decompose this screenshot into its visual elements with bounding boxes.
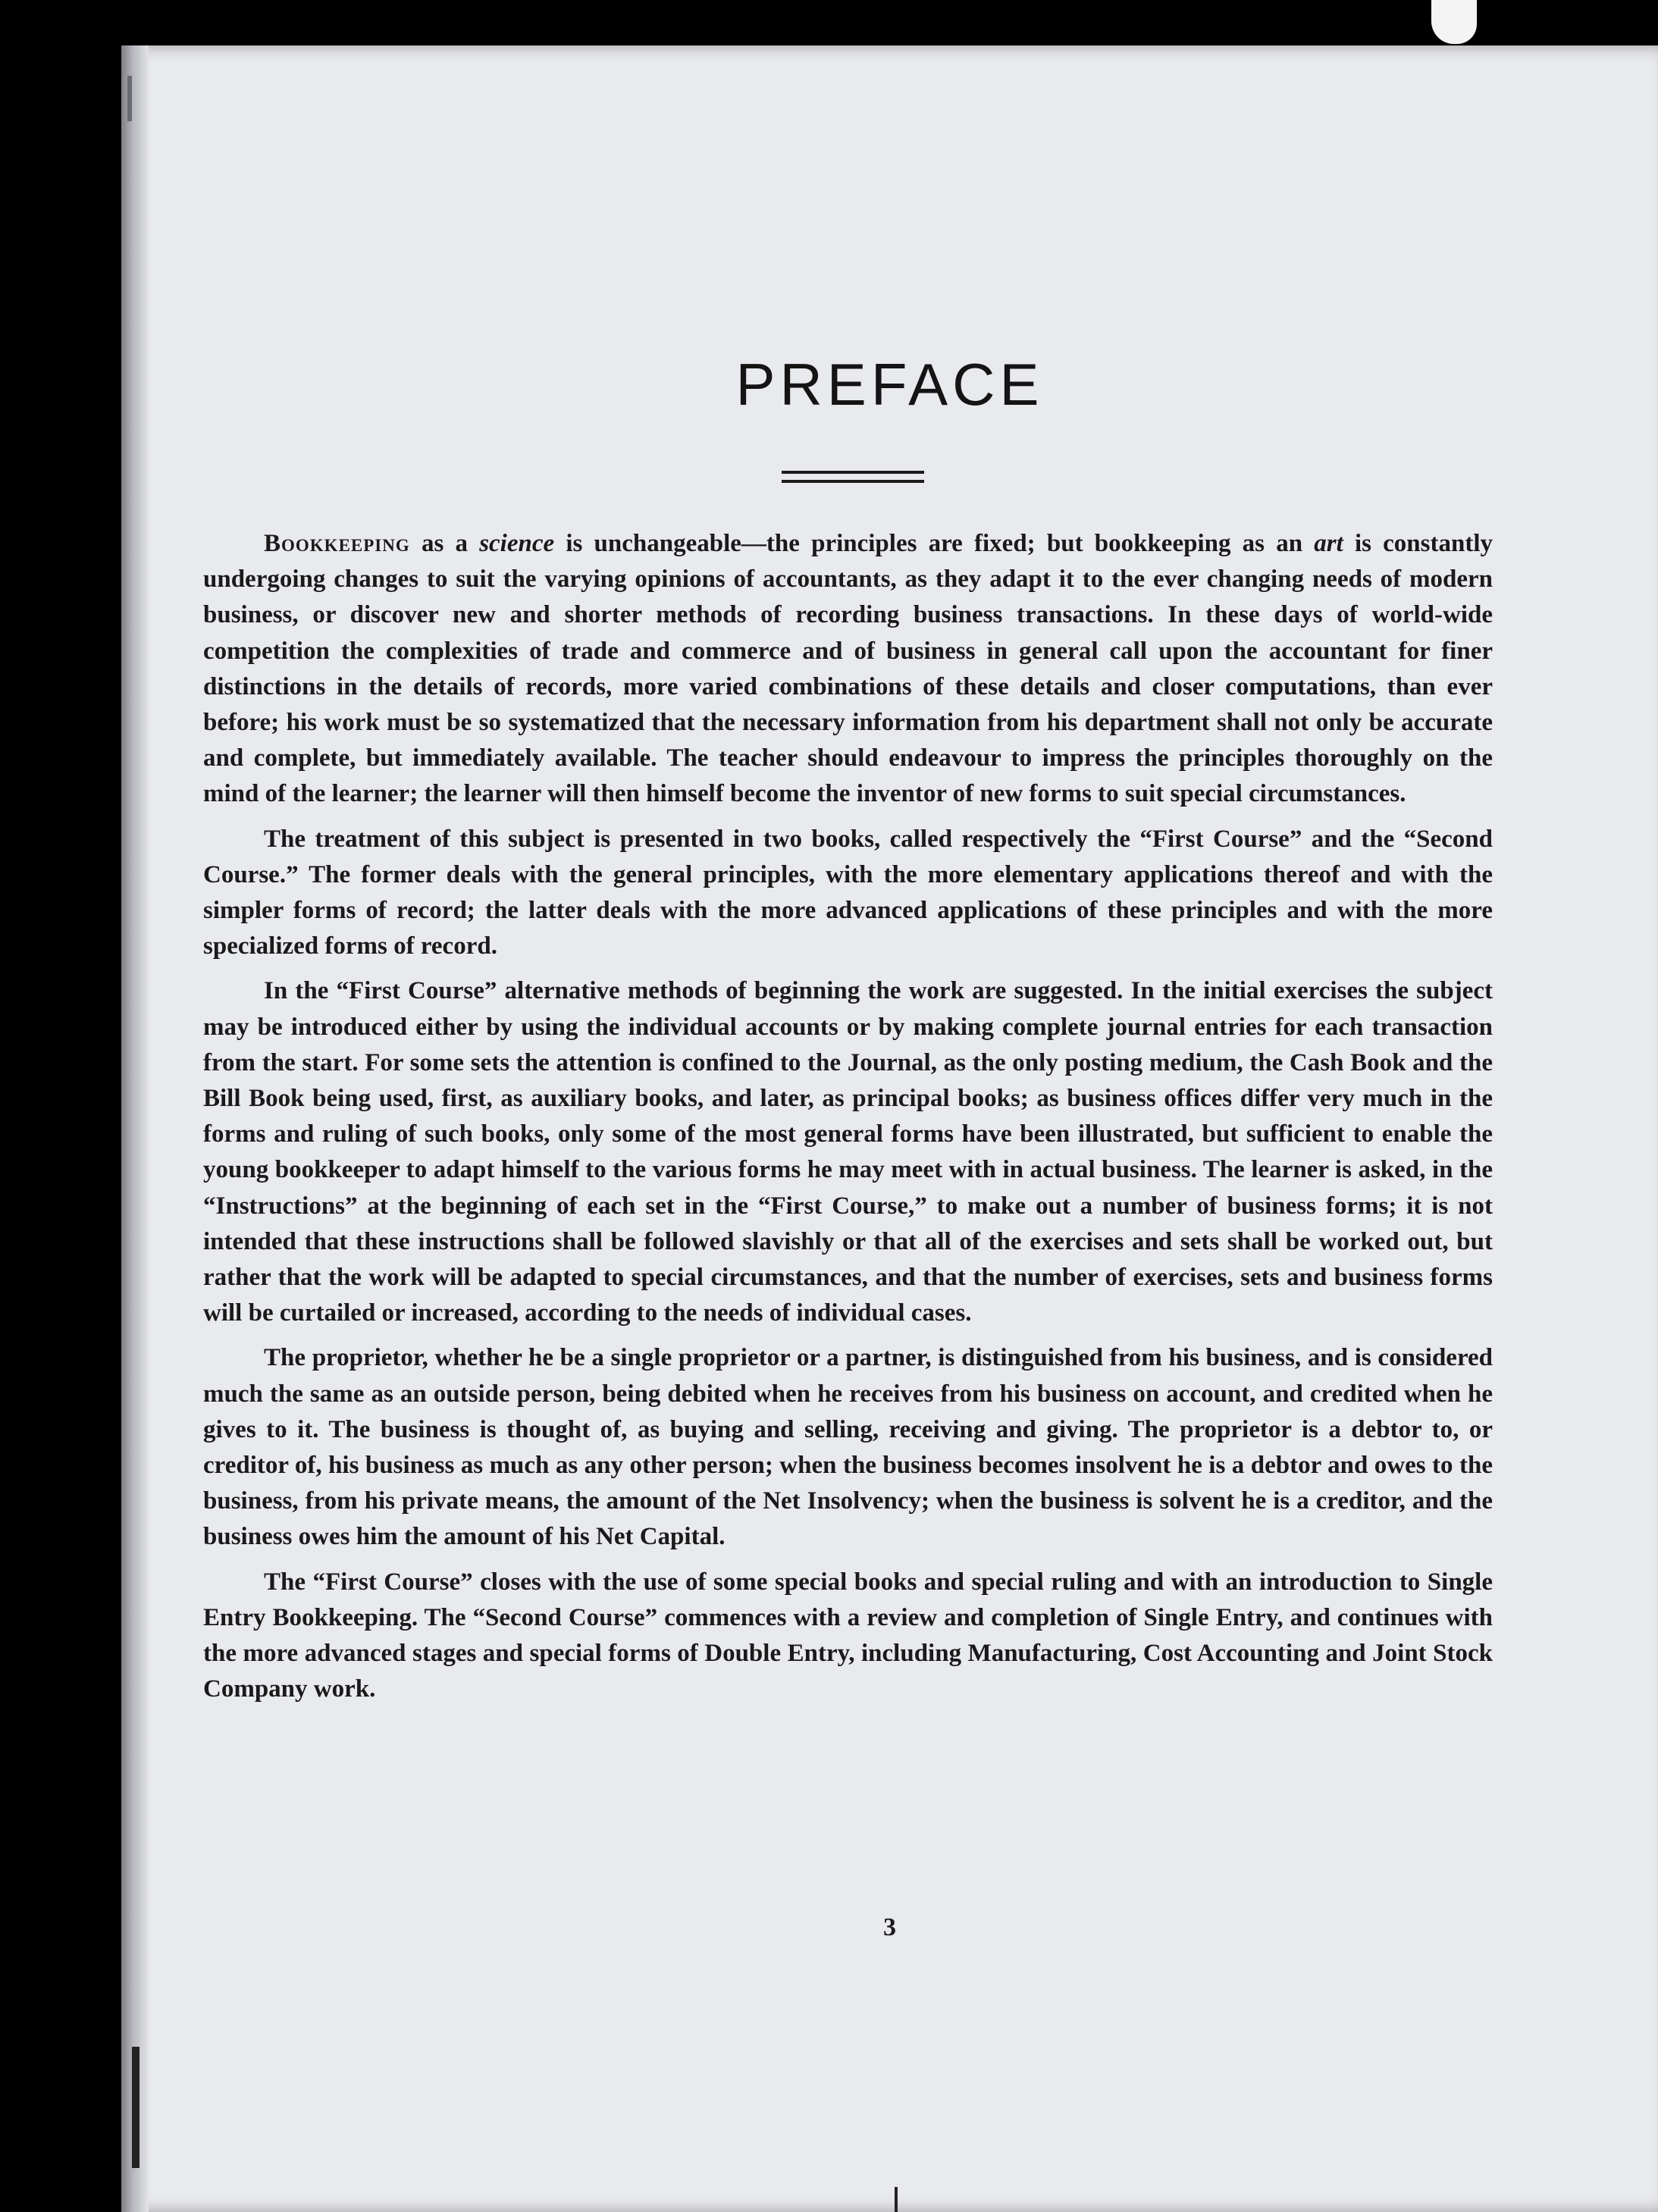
paragraph-4: The proprietor, whether he be a single proprietor or a partner, is distinguished from his business, and is considered much the same as an outside person, being debited when he receives from his business on account, and credited when he gives to it. The business is thought of, as buying and selling, receiving and giving. The proprietor is a debtor to, or creditor of, his business as much as any other person; when the business becomes insolvent he is a debtor and owes to the business, from his private means, the amount of the Net Insolvency; when the business is solvent he is a creditor, and the business owes him the amount of his Net Capital. — [203, 1344, 1493, 1551]
corner-scan-blot — [1431, 0, 1477, 44]
emphasis-art: art — [1314, 530, 1343, 557]
paragraph-1-part-b: is unchangeable—the principles are fixed; but bookkeeping as an — [554, 530, 1315, 557]
title-double-rule-bottom — [782, 480, 924, 483]
preface-body — [203, 526, 1493, 1717]
page-number: 3 — [883, 1913, 896, 1941]
gutter-scan-mark — [127, 76, 132, 121]
paragraph-2: The treatment of this subject is presented in two books, called respectively the “First Course” and the “Second Course.” The former deals with the general principles, with the more elementary applications thereof and with the simpler forms of record; the latter deals with the more advanced applications of these principles and with the more specialized forms of record. — [203, 825, 1493, 960]
paragraph-1 — [203, 526, 1493, 813]
paragraph-1-part-a: as a — [409, 530, 480, 557]
bottom-scan-mark — [895, 2187, 898, 2212]
paragraph-5: The “First Course” closes with the use of some special books and special ruling and with an introduction to Single Entry Bookkeeping. The “Second Course” commences with a review and completion of Single Entry, and continues with the more advanced stages and special forms of Double Entry, including Manufacturing, Cost Accounting and Joint Stock Company work. — [203, 1568, 1493, 1703]
paragraph-3: In the “First Course” alternative methods of beginning the work are suggested. In the initial exercises the subject may be introduced either by using the individual accounts or by making complete journal entries for each transaction from the start. For some sets the attention is confined to the Journal, as the only posting medium, the Cash Book and the Bill Book being used, first, as auxiliary books, and later, as principal books; as business offices differ very much in the forms and ruling of such books, only some of the most general forms have been illustrated, but sufficient to enable the young bookkeeper to adapt himself to the various forms he may meet with in actual business. The learner is asked, in the “Instructions” at the beginning of each set in the “First Course,” to make out a number of business forms; it is not intended that these instructions shall be followed slavishly or that all of the exercises and sets shall be worked out, but rather that the work will be adapted to special circumstances, and that the number of exercises, sets and business forms will be curtailed or increased, according to the needs of individual cases. — [203, 977, 1493, 1327]
emphasis-science: science — [479, 530, 555, 557]
paragraph-1-part-c: is constantly undergoing changes to suit the varying opinions of accountants, as they adapt it to the ever changing needs of modern business, or discover new and shorter methods of recording business transactions. In these days of world-wide competition the complexities of trade and commerce and of business in general call upon the accountant for finer distinctions in the details of records, more varied combinations of these details and closer computations, than ever before; his work must be so systematized that the necessary information from his department shall not only be accurate and complete, but immediately available. The teacher should endeavour to impress the principles thoroughly on the mind of the learner; the learner will then himself become the inventor of new forms to suit special circumstances. — [203, 530, 1493, 808]
gutter-scan-mark-bottom — [132, 2047, 139, 2168]
page-title: PREFACE — [735, 351, 1044, 418]
title-double-rule-top — [782, 471, 924, 474]
lead-word: Bookkeeping — [264, 530, 410, 557]
